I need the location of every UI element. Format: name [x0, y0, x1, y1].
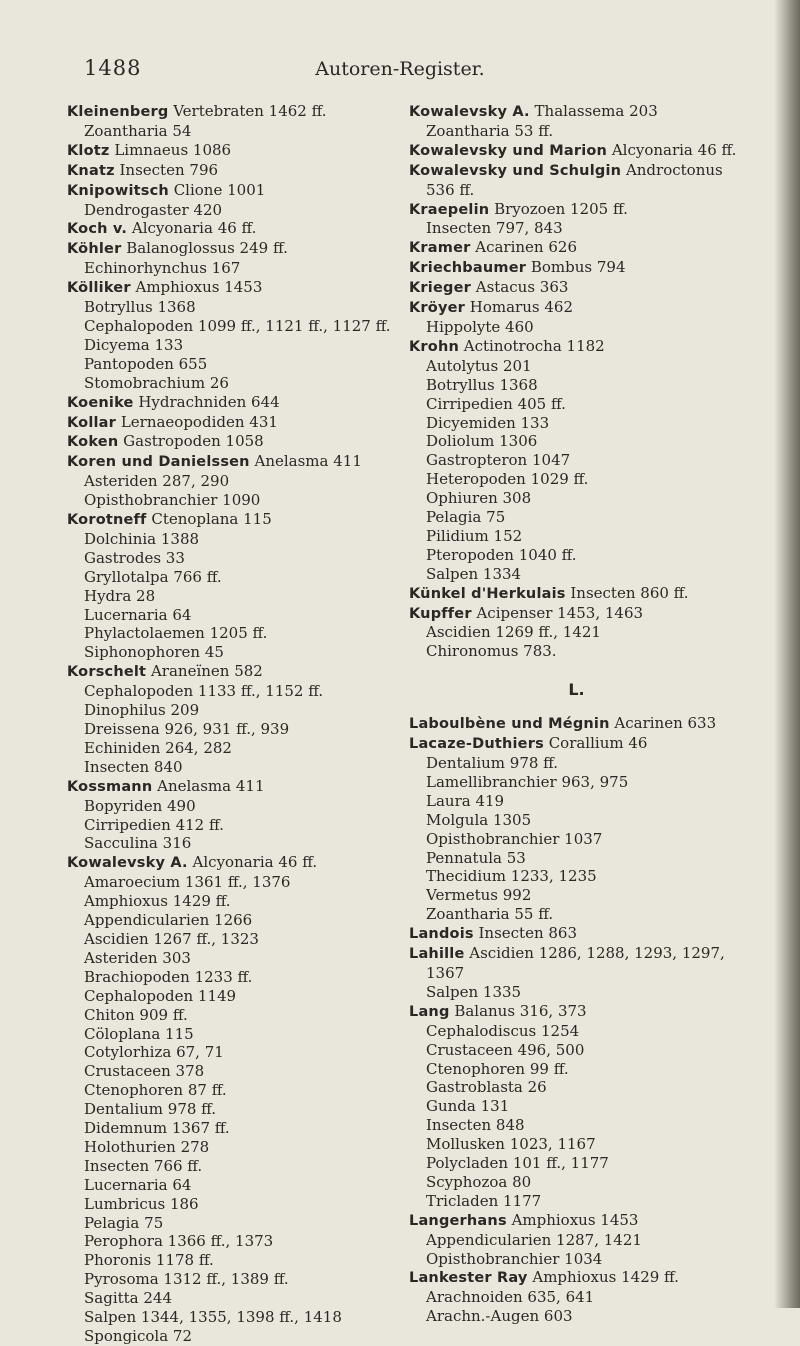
topic-reference: Chiton 909 ff. — [84, 1005, 188, 1024]
topic-reference: Zoantharia 54 — [84, 121, 192, 140]
topic-reference: Brachiopoden 1233 ff. — [84, 967, 253, 986]
topic-reference: Opisthobranchier 1090 — [84, 491, 261, 510]
running-title: Autoren-Register. — [315, 58, 485, 80]
author-name: Krieger — [409, 280, 471, 297]
index-entry — [409, 298, 744, 337]
author-name: Klotz — [67, 142, 110, 159]
topic-reference: Dolchinia 1388 — [84, 529, 200, 548]
topic-reference: Lernaeopodiden 431 — [120, 412, 278, 431]
index-entry — [409, 161, 744, 200]
index-entry — [409, 1268, 744, 1326]
author-name: Lahille — [409, 946, 465, 963]
topic-reference: Insecten 840 — [84, 757, 183, 776]
topic-reference: Gunda 131 — [426, 1097, 510, 1116]
topic-reference: Hydrachniden 644 — [138, 392, 280, 411]
topic-reference: Amphioxus 1453 — [511, 1210, 639, 1229]
author-name: Laboulbène und Mégnin — [409, 716, 610, 733]
topic-reference: Alcyonaria 46 ff. — [192, 853, 318, 872]
index-entry — [67, 662, 402, 776]
topic-reference: Sacculina 316 — [84, 834, 192, 853]
entry-head-line — [67, 181, 402, 201]
index-entry — [67, 161, 402, 181]
index-entry — [409, 337, 744, 584]
topic-reference: Balanoglossus 249 ff. — [126, 239, 288, 258]
entry-head-line — [67, 161, 402, 181]
topic-reference: Vertebraten 1462 ff. — [173, 102, 327, 120]
author-name: Kleinenberg — [67, 104, 169, 120]
index-entry — [409, 1002, 744, 1211]
author-name: Köhler — [67, 241, 122, 258]
entry-head-line — [409, 161, 744, 200]
topic-reference: Amphioxus 1429 ff. — [532, 1268, 679, 1287]
topic-reference: Gastrodes 33 — [84, 548, 185, 567]
topic-reference: Acarinen 633 — [614, 714, 717, 733]
topic-reference: Insecten 848 — [426, 1116, 525, 1135]
author-name: Lankester Ray — [409, 1270, 528, 1287]
topic-reference: Homarus 462 — [469, 298, 573, 317]
author-name: Krohn — [409, 338, 459, 355]
topic-reference: Cephalopoden 1149 — [84, 986, 237, 1005]
topic-reference: Sagitta 244 — [84, 1289, 173, 1308]
entry-head-line — [409, 1268, 744, 1288]
topic-reference: Tricladen 1177 — [426, 1191, 542, 1210]
author-name: Kowalevsky und Marion — [409, 142, 608, 159]
author-name: Lacaze-Duthiers — [409, 736, 544, 753]
index-entry — [409, 258, 744, 278]
index-entry — [67, 141, 402, 161]
topic-reference: Chironomus 783. — [426, 642, 557, 661]
topic-reference: Alcyonaria 46 ff. — [131, 219, 257, 238]
topic-reference: Gastropoden 1058 — [123, 432, 264, 451]
topic-reference: Corallium 46 — [548, 734, 648, 753]
topic-reference: Ctenophoren 99 ff. — [426, 1059, 569, 1078]
topic-reference: Cirripedien 405 ff. — [426, 394, 566, 413]
entry-head-line — [67, 777, 402, 797]
index-entry — [409, 604, 744, 662]
index-entry — [67, 181, 402, 220]
topic-reference: Ascidien 1267 ff., 1323 — [84, 929, 259, 948]
author-name: Kowalevsky A. — [409, 104, 530, 120]
topic-reference: Mollusken 1023, 1167 — [426, 1135, 596, 1154]
index-entry — [409, 200, 744, 239]
author-name: Kölliker — [67, 280, 131, 297]
author-name: Koken — [67, 434, 119, 451]
topic-reference: Astacus 363 — [475, 278, 569, 297]
topic-reference: Phoronis 1178 ff. — [84, 1251, 214, 1270]
topic-reference: Cephalopoden 1133 ff., 1152 ff. — [84, 682, 324, 701]
topic-reference: Opisthobranchier 1034 — [426, 1249, 603, 1268]
topic-reference: Acarinen 626 — [475, 238, 577, 257]
entry-head-line — [409, 734, 744, 754]
right-column — [409, 102, 744, 1326]
topic-reference: Pelagia 75 — [426, 508, 506, 527]
topic-reference: Dendrogaster 420 — [84, 200, 223, 219]
topic-reference: Lucernaria 64 — [84, 605, 192, 624]
index-entry — [409, 102, 744, 141]
entry-head-line — [67, 102, 402, 122]
topic-reference: Scyphozoa 80 — [426, 1172, 532, 1191]
topic-reference: Autolytus 201 — [426, 356, 532, 375]
topic-reference: Pteropoden 1040 ff. — [426, 545, 577, 564]
topic-reference: Hydra 28 — [84, 586, 156, 605]
topic-reference: Bryozoen 1205 ff. — [494, 199, 628, 218]
topic-reference: Ascidien 1286, 1288, 1293, 1297, 1367 — [426, 944, 725, 982]
author-name: Koch v. — [67, 221, 128, 238]
topic-reference: Phylactolaemen 1205 ff. — [84, 624, 268, 643]
topic-reference: Cotylorhiza 67, 71 — [84, 1043, 224, 1062]
author-name: Korschelt — [67, 664, 147, 681]
topic-reference: Thalassema 203 — [534, 102, 658, 120]
entry-head-line — [67, 452, 402, 472]
topic-reference: Limnaeus 1086 — [114, 140, 232, 159]
topic-reference: Gastroblasta 26 — [426, 1078, 547, 1097]
topic-reference: Dinophilus 209 — [84, 701, 200, 720]
entry-head-line — [67, 239, 402, 259]
topic-reference: Amphioxus 1429 ff. — [84, 892, 231, 911]
author-name: Kupffer — [409, 605, 472, 622]
topic-reference: Anelasma 411 — [157, 776, 265, 795]
topic-reference: Lumbricus 186 — [84, 1194, 199, 1213]
author-name: Korotneff — [67, 512, 147, 529]
topic-reference: Anelasma 411 — [254, 452, 362, 471]
topic-reference: Lucernaria 64 — [84, 1175, 192, 1194]
topic-reference: Asteriden 287, 290 — [84, 472, 230, 491]
entry-head-line — [409, 604, 744, 624]
entry-head-line — [67, 413, 402, 433]
topic-reference: Opisthobranchier 1037 — [426, 829, 603, 848]
topic-reference: Zoantharia 53 ff. — [426, 121, 554, 140]
topic-reference: Insecten 797, 843 — [426, 219, 563, 238]
topic-reference: Ophiuren 308 — [426, 489, 532, 508]
topic-reference: Salpen 1344, 1355, 1398 ff., 1418 — [84, 1308, 342, 1327]
author-name: Kowalevsky A. — [67, 855, 188, 872]
topic-reference: Appendicularien 1266 — [84, 911, 253, 930]
topic-reference: Arachnoiden 635, 641 — [426, 1288, 595, 1307]
topic-reference: Cephalodiscus 1254 — [426, 1021, 580, 1040]
topic-reference: Ctenoplana 115 — [151, 510, 272, 529]
topic-reference: Ascidien 1269 ff., 1421 — [426, 623, 601, 642]
topic-reference: Spongicola 72 — [84, 1327, 192, 1345]
author-name: Kossmann — [67, 778, 153, 795]
entry-head-line — [67, 432, 402, 452]
author-name: Knipowitsch — [67, 182, 169, 199]
author-name: Koenike — [67, 394, 134, 411]
topic-reference: Cirripedien 412 ff. — [84, 815, 224, 834]
index-entry — [409, 141, 744, 161]
topic-reference: Asteriden 303 — [84, 948, 191, 967]
entry-head-line — [409, 584, 744, 604]
entry-head-line — [409, 141, 744, 161]
index-entry — [67, 432, 402, 452]
index-entry — [67, 510, 402, 662]
topic-reference: Appendicularien 1287, 1421 — [426, 1230, 642, 1249]
entry-head-line — [67, 853, 402, 873]
topic-reference: Amphioxus 1453 — [135, 278, 263, 297]
topic-reference: Echinorhynchus 167 — [84, 259, 241, 278]
topic-reference: Araneïnen 582 — [150, 662, 263, 681]
author-name: Künkel d'Herkulais — [409, 585, 566, 602]
index-entry — [409, 238, 744, 258]
topic-reference: Pantopoden 655 — [84, 354, 208, 373]
topic-reference: Acipenser 1453, 1463 — [476, 603, 644, 622]
topic-reference: Holothurien 278 — [84, 1137, 210, 1156]
topic-reference: Laura 419 — [426, 791, 505, 810]
topic-reference: Arachn.-Augen 603 — [426, 1307, 573, 1326]
topic-reference: Stomobrachium 26 — [84, 373, 229, 392]
page-edge-shadow — [774, 0, 800, 1308]
topic-reference: Botryllus 1368 — [84, 298, 196, 317]
topic-reference: Actinotrocha 1182 — [463, 336, 605, 355]
entry-head-line — [409, 238, 744, 258]
topic-reference: Gastropteron 1047 — [426, 451, 571, 470]
entry-head-line — [409, 102, 744, 122]
index-entry — [409, 944, 744, 1002]
topic-reference: Pennatula 53 — [426, 848, 526, 867]
index-entry — [67, 219, 402, 239]
left-column — [67, 102, 402, 1346]
topic-reference: Didemnum 1367 ff. — [84, 1119, 230, 1138]
index-entry — [409, 924, 744, 944]
entry-head-line — [409, 714, 744, 734]
topic-reference: Bombus 794 — [530, 258, 626, 277]
topic-reference: Lamellibranchier 963, 975 — [426, 772, 629, 791]
topic-reference: Crustaceen 378 — [84, 1062, 205, 1081]
topic-reference: Dicyemiden 133 — [426, 413, 550, 432]
index-entry — [409, 714, 744, 734]
entry-head-line — [67, 662, 402, 682]
topic-reference: Insecten 766 ff. — [84, 1156, 203, 1175]
entry-head-line — [409, 298, 744, 318]
topic-reference: Zoantharia 55 ff. — [426, 905, 554, 924]
topic-reference: Doliolum 1306 — [426, 432, 538, 451]
topic-reference: Androctonus 536 ff. — [426, 160, 723, 199]
page-number: 1488 — [84, 56, 142, 80]
entry-head-line — [67, 393, 402, 413]
topic-reference: Cephalopoden 1099 ff., 1121 ff., 1127 ff. — [84, 316, 391, 335]
index-entry — [409, 584, 744, 604]
topic-reference: Pelagia 75 — [84, 1213, 164, 1232]
topic-reference: Pyrosoma 1312 ff., 1389 ff. — [84, 1270, 289, 1289]
entry-head-line — [409, 258, 744, 278]
topic-reference: Cöloplana 115 — [84, 1024, 194, 1043]
topic-reference: Heteropoden 1029 ff. — [426, 470, 589, 489]
entry-head-line — [409, 200, 744, 220]
topic-reference: Insecten 860 ff. — [570, 583, 689, 602]
index-entry — [67, 393, 402, 413]
author-name: Knatz — [67, 162, 115, 179]
index-entry — [67, 413, 402, 433]
topic-reference: Dicyema 133 — [84, 335, 184, 354]
author-name: Kollar — [67, 414, 117, 431]
topic-reference: Dreissena 926, 931 ff., 939 — [84, 720, 290, 738]
index-entry — [67, 452, 402, 510]
entry-head-line — [67, 278, 402, 298]
topic-reference: Echiniden 264, 282 — [84, 738, 232, 757]
topic-reference: Perophora 1366 ff., 1373 — [84, 1232, 274, 1251]
author-name: Kowalevsky und Schulgin — [409, 162, 622, 179]
page-header — [0, 56, 800, 86]
topic-reference: Polycladen 101 ff., 1177 — [426, 1154, 609, 1173]
topic-reference: Dentalium 978 ff. — [426, 754, 559, 772]
entry-head-line — [409, 278, 744, 298]
topic-reference: Hippolyte 460 — [426, 317, 534, 336]
index-entry — [409, 734, 744, 924]
topic-reference: Alcyonaria 46 ff. — [611, 140, 737, 159]
topic-reference: Insecten 863 — [478, 924, 578, 943]
topic-reference: Dentalium 978 ff. — [84, 1100, 217, 1119]
topic-reference: Clione 1001 — [173, 180, 266, 199]
author-name: Kraepelin — [409, 201, 490, 218]
topic-reference: Botryllus 1368 — [426, 375, 538, 394]
index-entry — [67, 239, 402, 278]
entry-head-line — [67, 219, 402, 239]
topic-reference: Molgula 1305 — [426, 810, 532, 829]
entry-head-line — [409, 1211, 744, 1231]
topic-reference: Salpen 1334 — [426, 564, 522, 583]
entry-head-line — [409, 924, 744, 944]
entry-head-line — [67, 141, 402, 161]
author-name: Landois — [409, 926, 474, 943]
topic-reference: Ctenophoren 87 ff. — [84, 1081, 227, 1100]
author-name: Langerhans — [409, 1212, 507, 1229]
author-name: Kramer — [409, 240, 471, 257]
entry-head-line — [409, 1002, 744, 1022]
section-letter: L. — [568, 680, 585, 700]
topic-reference: Thecidium 1233, 1235 — [426, 867, 597, 886]
index-entry — [67, 777, 402, 854]
index-entry — [409, 1211, 744, 1269]
index-entry — [409, 278, 744, 298]
topic-reference: Crustaceen 496, 500 — [426, 1040, 585, 1059]
topic-reference: Balanus 316, 373 — [454, 1001, 587, 1020]
entry-head-line — [409, 944, 744, 983]
topic-reference: Vermetus 992 — [426, 886, 532, 905]
index-entry — [67, 102, 402, 141]
author-name: Lang — [409, 1003, 450, 1020]
topic-reference: Insecten 796 — [119, 160, 219, 179]
index-entry — [67, 853, 402, 1346]
topic-reference: Salpen 1335 — [426, 982, 522, 1001]
author-name: Kriechbaumer — [409, 260, 527, 277]
topic-reference: Pilidium 152 — [426, 526, 523, 545]
entry-head-line — [67, 510, 402, 530]
topic-reference: Amaroecium 1361 ff., 1376 — [84, 873, 291, 892]
author-name: Koren und Danielssen — [67, 454, 250, 471]
index-entry — [67, 278, 402, 392]
entry-head-line — [409, 337, 744, 357]
topic-reference: Siphonophoren 45 — [84, 643, 224, 662]
topic-reference: Bopyriden 490 — [84, 796, 196, 815]
author-name: Kröyer — [409, 300, 465, 317]
topic-reference: Gryllotalpa 766 ff. — [84, 567, 222, 586]
